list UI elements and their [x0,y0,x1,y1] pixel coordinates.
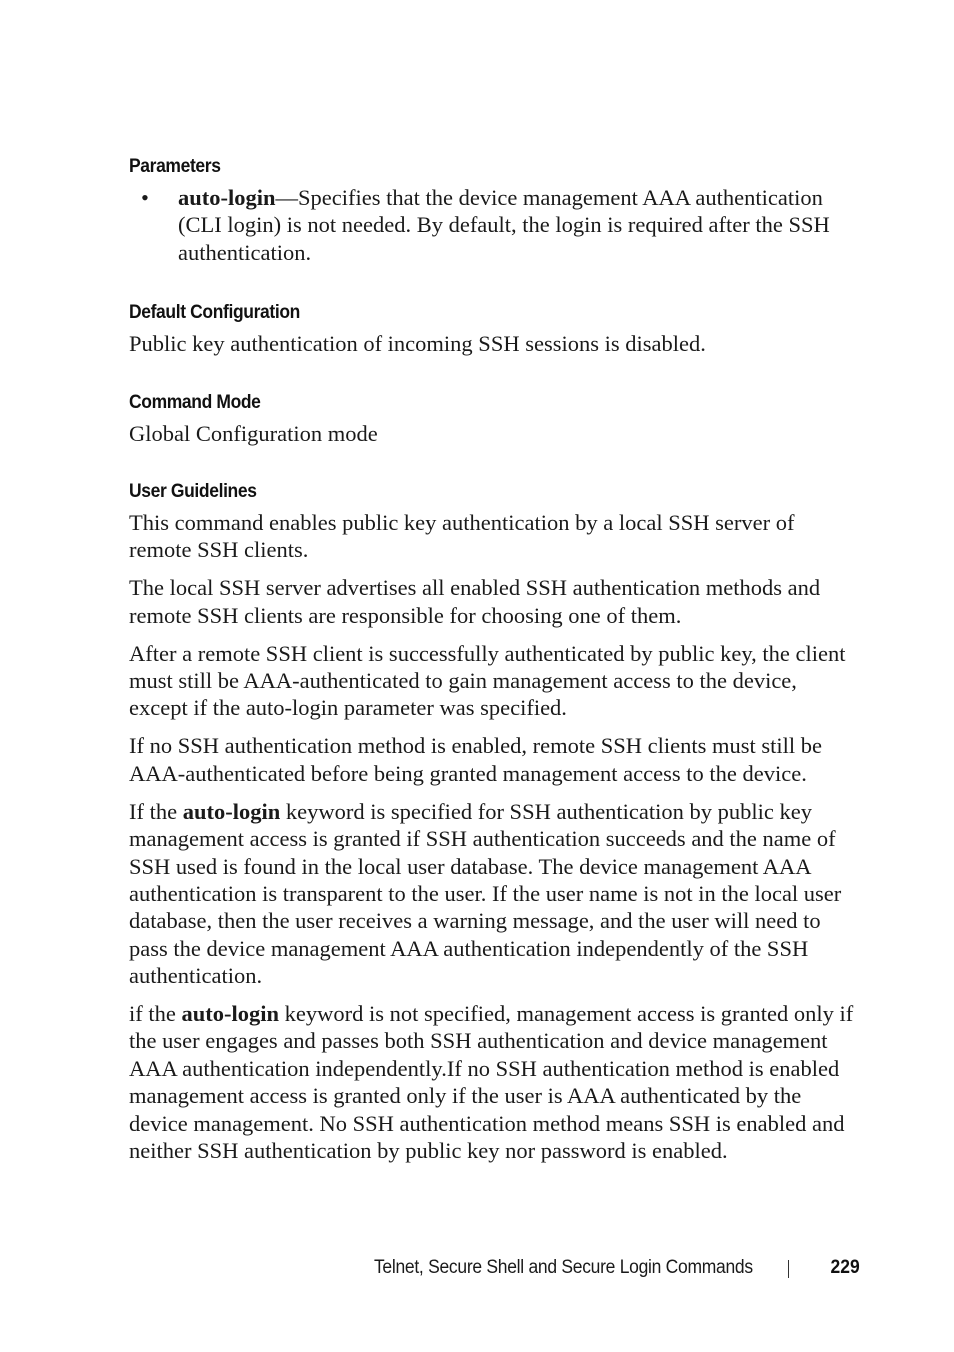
guideline-paragraph-6 [129,1000,857,1164]
page-number: 229 [830,1257,860,1278]
auto-login-keyword: auto-login [182,798,281,824]
paragraph-prefix: If the [129,798,183,824]
list-item [129,184,857,266]
command-mode-section [129,386,857,447]
parameter-description: —Specifies that the device management AAA authentication (CLI login) is not needed. By default, the login is required after the SSH authentication. [178,185,830,265]
chapter-title: Telnet, Secure Shell and Secure Login Commands [374,1257,753,1278]
guideline-paragraph-4: If no SSH authentication method is enabled, remote SSH clients must still be AAA-authenticated before being granted management access to the device. [129,733,823,786]
guideline-paragraph-5 [129,798,857,990]
parameters-heading: Parameters [129,156,221,177]
paragraph-rest: keyword is not specified, management access is granted only if the user engages and passes both SSH authentication and device management AAA authentication independently.If no SSH authentication method is enabled management access is granted only if the user is AAA authenticated by the device management. No SSH authentication method means SSH is enabled and neither SSH authentication by public key nor password is enabled. [129,1001,854,1164]
parameter-keyword: auto-login [178,185,276,210]
page-footer [0,1254,860,1284]
command-mode-heading: Command Mode [129,391,261,413]
auto-login-keyword: auto-login [181,1001,279,1027]
paragraph-rest: keyword is specified for SSH authentication by public key management access is granted if SSH authentication succeeds and the name of SSH used is found in the local user database. The device management AAA authentication is transparent to the user. If the user name is not in the local user database, then the user receives a warning message, and the user will need to pass the device management AAA authentication independently of the SSH authentication. [129,798,842,989]
command-mode-text: Global Configuration mode [129,420,378,446]
default-configuration-text: Public key authentication of incoming SSH sessions is disabled. [129,331,706,357]
user-guidelines-heading: User Guidelines [129,481,257,503]
guideline-paragraph-3: After a remote SSH client is successfully authenticated by public key, the client must still be AAA-authenticated to gain management access to the device, except if the auto-login parameter was specified. [129,640,846,721]
paragraph-prefix: if the [129,1001,182,1027]
footer-divider [788,1260,789,1278]
guideline-paragraph-1: This command enables public key authentication by a local SSH server of remote SSH clients. [129,510,795,563]
page-content [129,150,857,1184]
bullet-icon: • [141,185,149,210]
guideline-paragraph-2: The local SSH server advertises all enabled SSH authentication methods and remote SSH clients are responsible for choosing one of them. [129,575,821,628]
user-guidelines-section [129,475,857,1164]
default-configuration-section [129,296,857,357]
default-configuration-heading: Default Configuration [129,302,300,324]
parameters-list [129,184,857,266]
parameters-section [129,150,857,266]
